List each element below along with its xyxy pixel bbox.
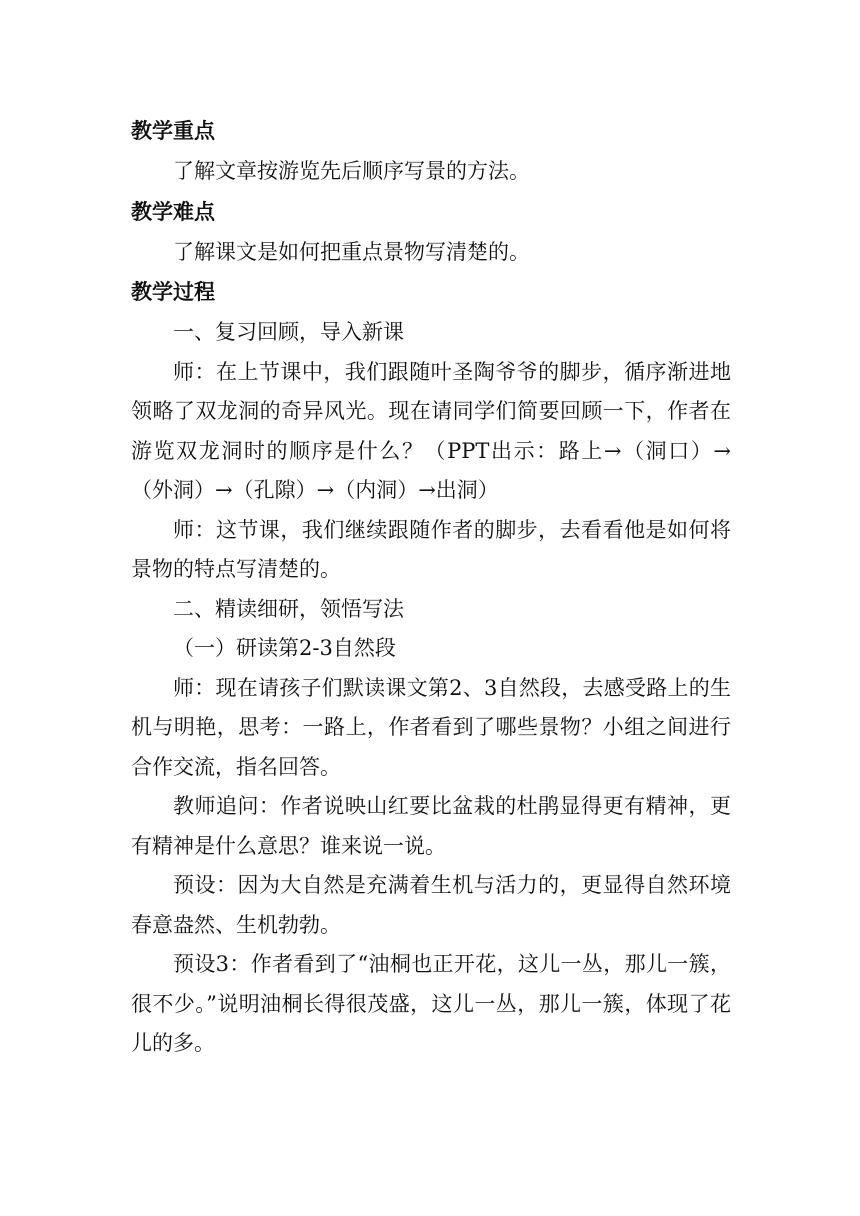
subsection-1-title: （一）研读第2-3自然段 <box>173 636 396 660</box>
paragraph-teacher-review: 师：在上节课中，我们跟随叶圣陶爷爷的脚步，循序渐进地领略了双龙洞的奇异风光。现在请同学们简要回顾一下，作者在游览双龙洞时的顺序是什么？（PPT出示：路上→（洞口）→（外洞）→（孔隙）→（内洞）→出洞） <box>131 359 731 502</box>
paragraph-teacher-followup: 教师追问：作者说映山红要比盆栽的杜鹃显得更有精神，更有精神是什么意思？谁来说一说。 <box>131 794 731 858</box>
paragraph-preset-answer: 预设：因为大自然是充满着生机与活力的，更显得自然环境春意盎然、生机勃勃。 <box>131 873 731 937</box>
heading-key-points: 教学重点 <box>131 119 215 143</box>
paragraph-preset-answer-3: 预设3：作者看到了“油桐也正开花，这儿一丛，那儿一簇，很不少。”说明油桐长得很茂盛，这儿一丛，那儿一簇，体现了花儿的多。 <box>131 952 731 1055</box>
paragraph-key-points: 了解文章按游览先后顺序写景的方法。 <box>173 159 530 183</box>
section-1-title: 一、复习回顾，导入新课 <box>173 320 404 344</box>
document-body <box>131 111 731 1064</box>
paragraph-difficulties: 了解课文是如何把重点景物写清楚的。 <box>173 239 530 264</box>
paragraph-teacher-intro: 师：这节课，我们继续跟随作者的脚步，去看看他是如何将景物的特点写清楚的。 <box>131 517 731 581</box>
section-2-title: 二、精读细研，领悟写法 <box>173 596 404 621</box>
heading-difficulties: 教学难点 <box>131 199 215 224</box>
heading-process: 教学过程 <box>131 280 215 304</box>
paragraph-teacher-task: 师：现在请孩子们默读课文第2、3自然段，去感受路上的生机与明艳，思考：一路上，作者看到了哪些景物？小组之间进行合作交流，指名回答。 <box>131 675 731 779</box>
